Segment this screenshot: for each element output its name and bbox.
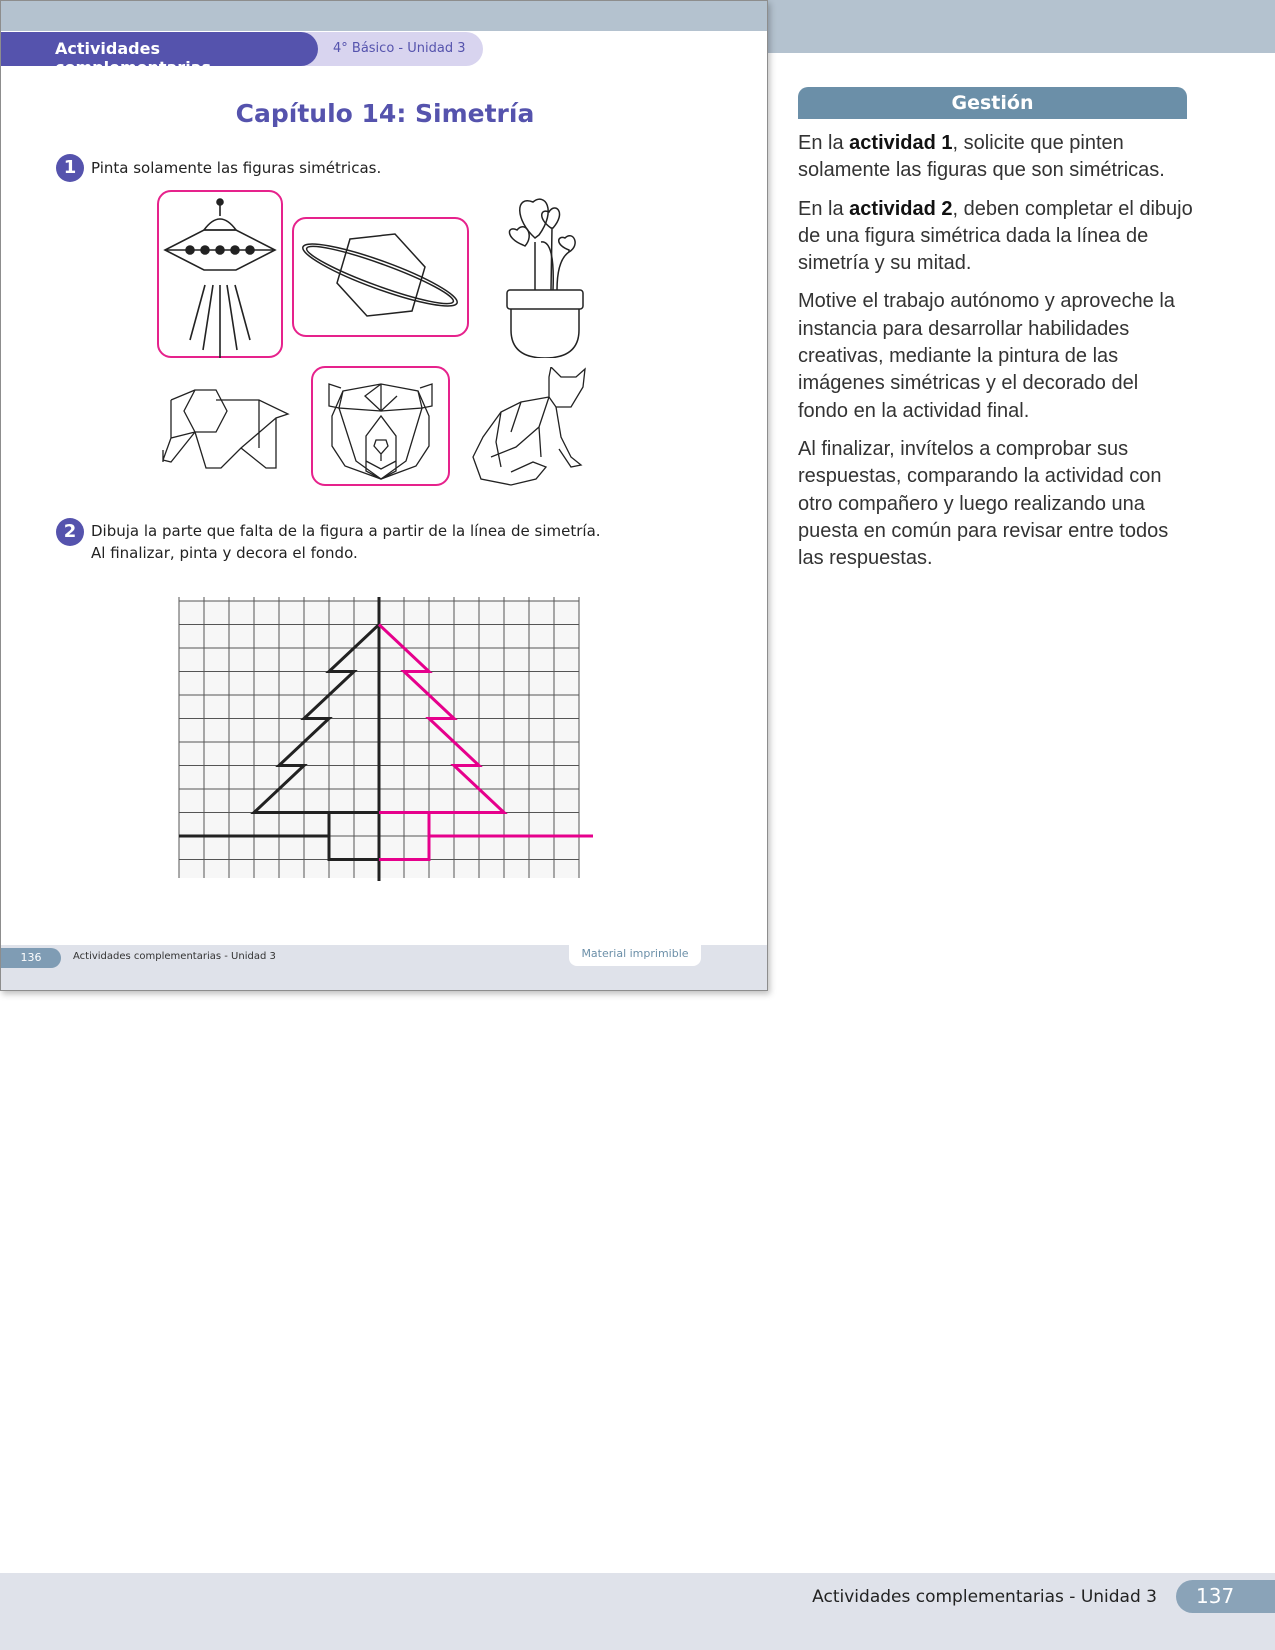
section-tab: [1, 32, 318, 77]
gestion-header: Gestión: [798, 87, 1187, 119]
activity-2-number: 2: [56, 518, 84, 546]
right-page-footer: [0, 1573, 1275, 1650]
paragraph-activity-1: En la actividad 1, solicite que pinten solamente las figuras que son simétricas.: [798, 132, 1165, 182]
left-page-footer: [1, 945, 768, 991]
symmetry-grid: [169, 591, 594, 881]
activity-2-instruction-line-2: Al finalizar, pinta y decora el fondo.: [91, 544, 358, 562]
footer-text: Actividades complementarias - Unidad 3: [812, 1587, 1157, 1607]
left-page: [0, 0, 768, 991]
paragraph-activity-2: En la actividad 2, deben completar el dibujo de una figura simétrica dada la línea de simetría y su mitad.: [798, 197, 1193, 275]
grade-unit-label: 4° Básico - Unidad 3: [333, 41, 466, 56]
bear-icon: [311, 366, 450, 486]
paragraph-motivation: Motive el trabajo autónomo y aproveche la instancia para desarrollar habilidades creativas, mediante la pintura de las imágenes simétricas y el decorado del fondo en la actividad final.: [798, 290, 1175, 422]
activity-1-number: 1: [56, 154, 84, 182]
footer-text: Actividades complementarias - Unidad 3: [73, 951, 276, 962]
page-number: 137: [1176, 1580, 1275, 1613]
paragraph-closing: Al finalizar, invítelos a comprobar sus respuestas, comparando la actividad con otro compañero y luego realizando una puesta en común para revisar entre todos las respuestas.: [798, 437, 1169, 570]
left-page-top-band: [1, 1, 768, 31]
ufo-icon: [157, 190, 283, 358]
page-title: Capítulo 14: Simetría: [235, 99, 535, 128]
section-label: Actividades complementarias: [55, 39, 211, 77]
activity-1-instruction: Pinta solamente las figuras simétricas.: [91, 159, 382, 177]
cat-icon: [471, 367, 595, 487]
cactus-icon: [495, 190, 595, 358]
gestion-text: [798, 130, 1193, 583]
material-imprimible-tab: Material imprimible: [569, 945, 701, 966]
activity-2-instruction-line-1: Dibuja la parte que falta de la figura a partir de la línea de simetría.: [91, 522, 601, 540]
page-number: 136: [1, 948, 61, 968]
elephant-icon: [161, 388, 291, 470]
planet-icon: [292, 217, 469, 337]
